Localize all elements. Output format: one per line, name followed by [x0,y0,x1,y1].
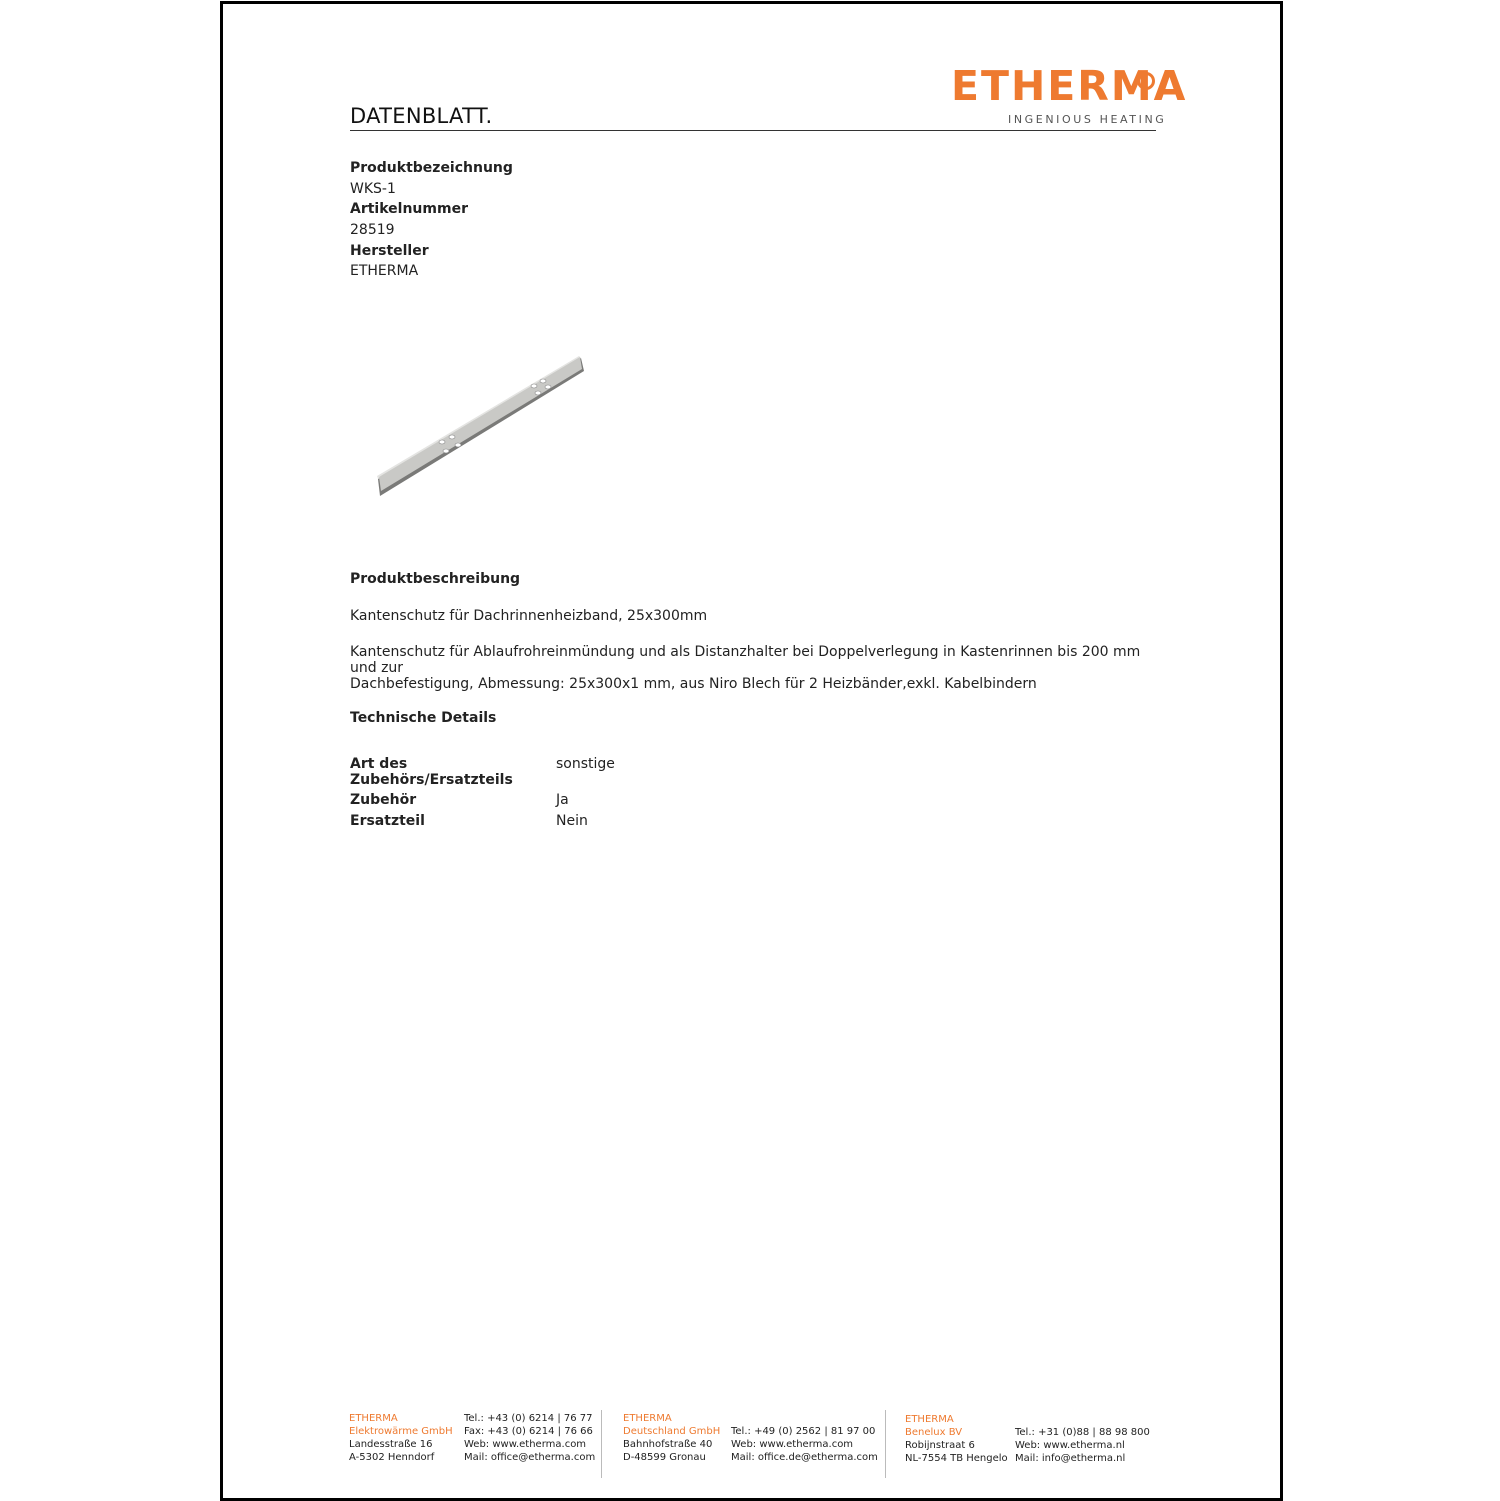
product-image [373,349,593,509]
tech-row-value: Nein [556,813,588,829]
footer-street: Bahnhofstraße 40 [623,1439,713,1450]
tech-row-value: Ja [556,792,569,808]
tech-row-label-line-2: Zubehörs/Ersatzteils [350,772,513,788]
tech-row-label-line-1: Art des [350,756,408,772]
footer-city: D-48599 Gronau [623,1452,706,1463]
footer-web-link[interactable]: Web: www.etherma.com [464,1439,587,1450]
product-name-label: Produktbezeichnung [350,160,513,176]
footer-address-benelux [905,1413,1008,1465]
description-long [350,644,1170,692]
brand-tagline: INGENIOUS HEATING [1008,113,1167,126]
footer-address-germany [623,1412,720,1464]
tech-row-label: Ersatzteil [350,813,425,829]
strip-surface [379,357,582,491]
footer-mail-link[interactable]: Mail: info@etherma.nl [1015,1453,1126,1464]
technical-heading: Technische Details [350,710,497,726]
footer-company: ETHERMA [623,1413,672,1424]
footer-web-link[interactable]: Web: www.etherma.nl [1015,1440,1125,1451]
footer-tel: Tel.: +49 (0) 2562 | 81 97 00 [731,1426,876,1437]
footer-entity: Deutschland GmbH [623,1426,721,1437]
datasheet-page [220,1,1283,1501]
footer-divider [601,1410,602,1478]
description-short: Kantenschutz für Dachrinnenheizband, 25x300mm [350,608,708,624]
footer-contact-benelux [1015,1426,1150,1465]
brand-logo: ETHERMA [951,62,1188,110]
footer-contact-austria [464,1412,595,1464]
footer-tel: Tel.: +43 (0) 6214 | 76 77 [464,1413,593,1424]
footer-divider [885,1410,886,1478]
footer-entity: Elektrowärme GmbH [349,1426,453,1437]
footer-city: NL-7554 TB Hengelo [905,1453,1008,1464]
footer-company: ETHERMA [349,1413,398,1424]
tech-row-label [350,756,513,788]
footer-web-link[interactable]: Web: www.etherma.com [731,1439,854,1450]
header-divider [350,130,1156,131]
description-long-line-1: Kantenschutz für Ablaufrohreinmündung und als Distanzhalter bei Doppelverlegung in Kastenrinnen bis 200 mm und zur [350,644,1141,676]
footer-contact-germany [731,1425,878,1464]
description-long-line-2: Dachbefestigung, Abmessung: 25x300x1 mm, aus Niro Blech für 2 Heizbänder,exkl. Kabelbindern [350,676,1037,692]
manufacturer-label: Hersteller [350,243,429,259]
footer-mail-link[interactable]: Mail: office.de@etherma.com [731,1452,878,1463]
footer-street: Landesstraße 16 [349,1439,433,1450]
tech-row-label: Zubehör [350,792,417,808]
logo-degree-icon [1137,72,1155,90]
manufacturer-value: ETHERMA [350,263,419,279]
footer-city: A-5302 Henndorf [349,1452,435,1463]
footer-tel: Tel.: +31 (0)88 | 88 98 800 [1015,1427,1150,1438]
footer-entity: Benelux BV [905,1427,963,1438]
footer-fax: Fax: +43 (0) 6214 | 76 66 [464,1426,593,1437]
tech-row-value: sonstige [556,756,615,772]
footer-street: Robijnstraat 6 [905,1440,975,1451]
footer-address-austria [349,1412,453,1464]
footer-mail-link[interactable]: Mail: office@etherma.com [464,1452,596,1463]
description-heading: Produktbeschreibung [350,571,521,587]
article-number-label: Artikelnummer [350,201,468,217]
article-number-value: 28519 [350,222,395,238]
page-title: DATENBLATT. [350,104,493,128]
product-name-value: WKS-1 [350,181,396,197]
footer-company: ETHERMA [905,1414,954,1425]
